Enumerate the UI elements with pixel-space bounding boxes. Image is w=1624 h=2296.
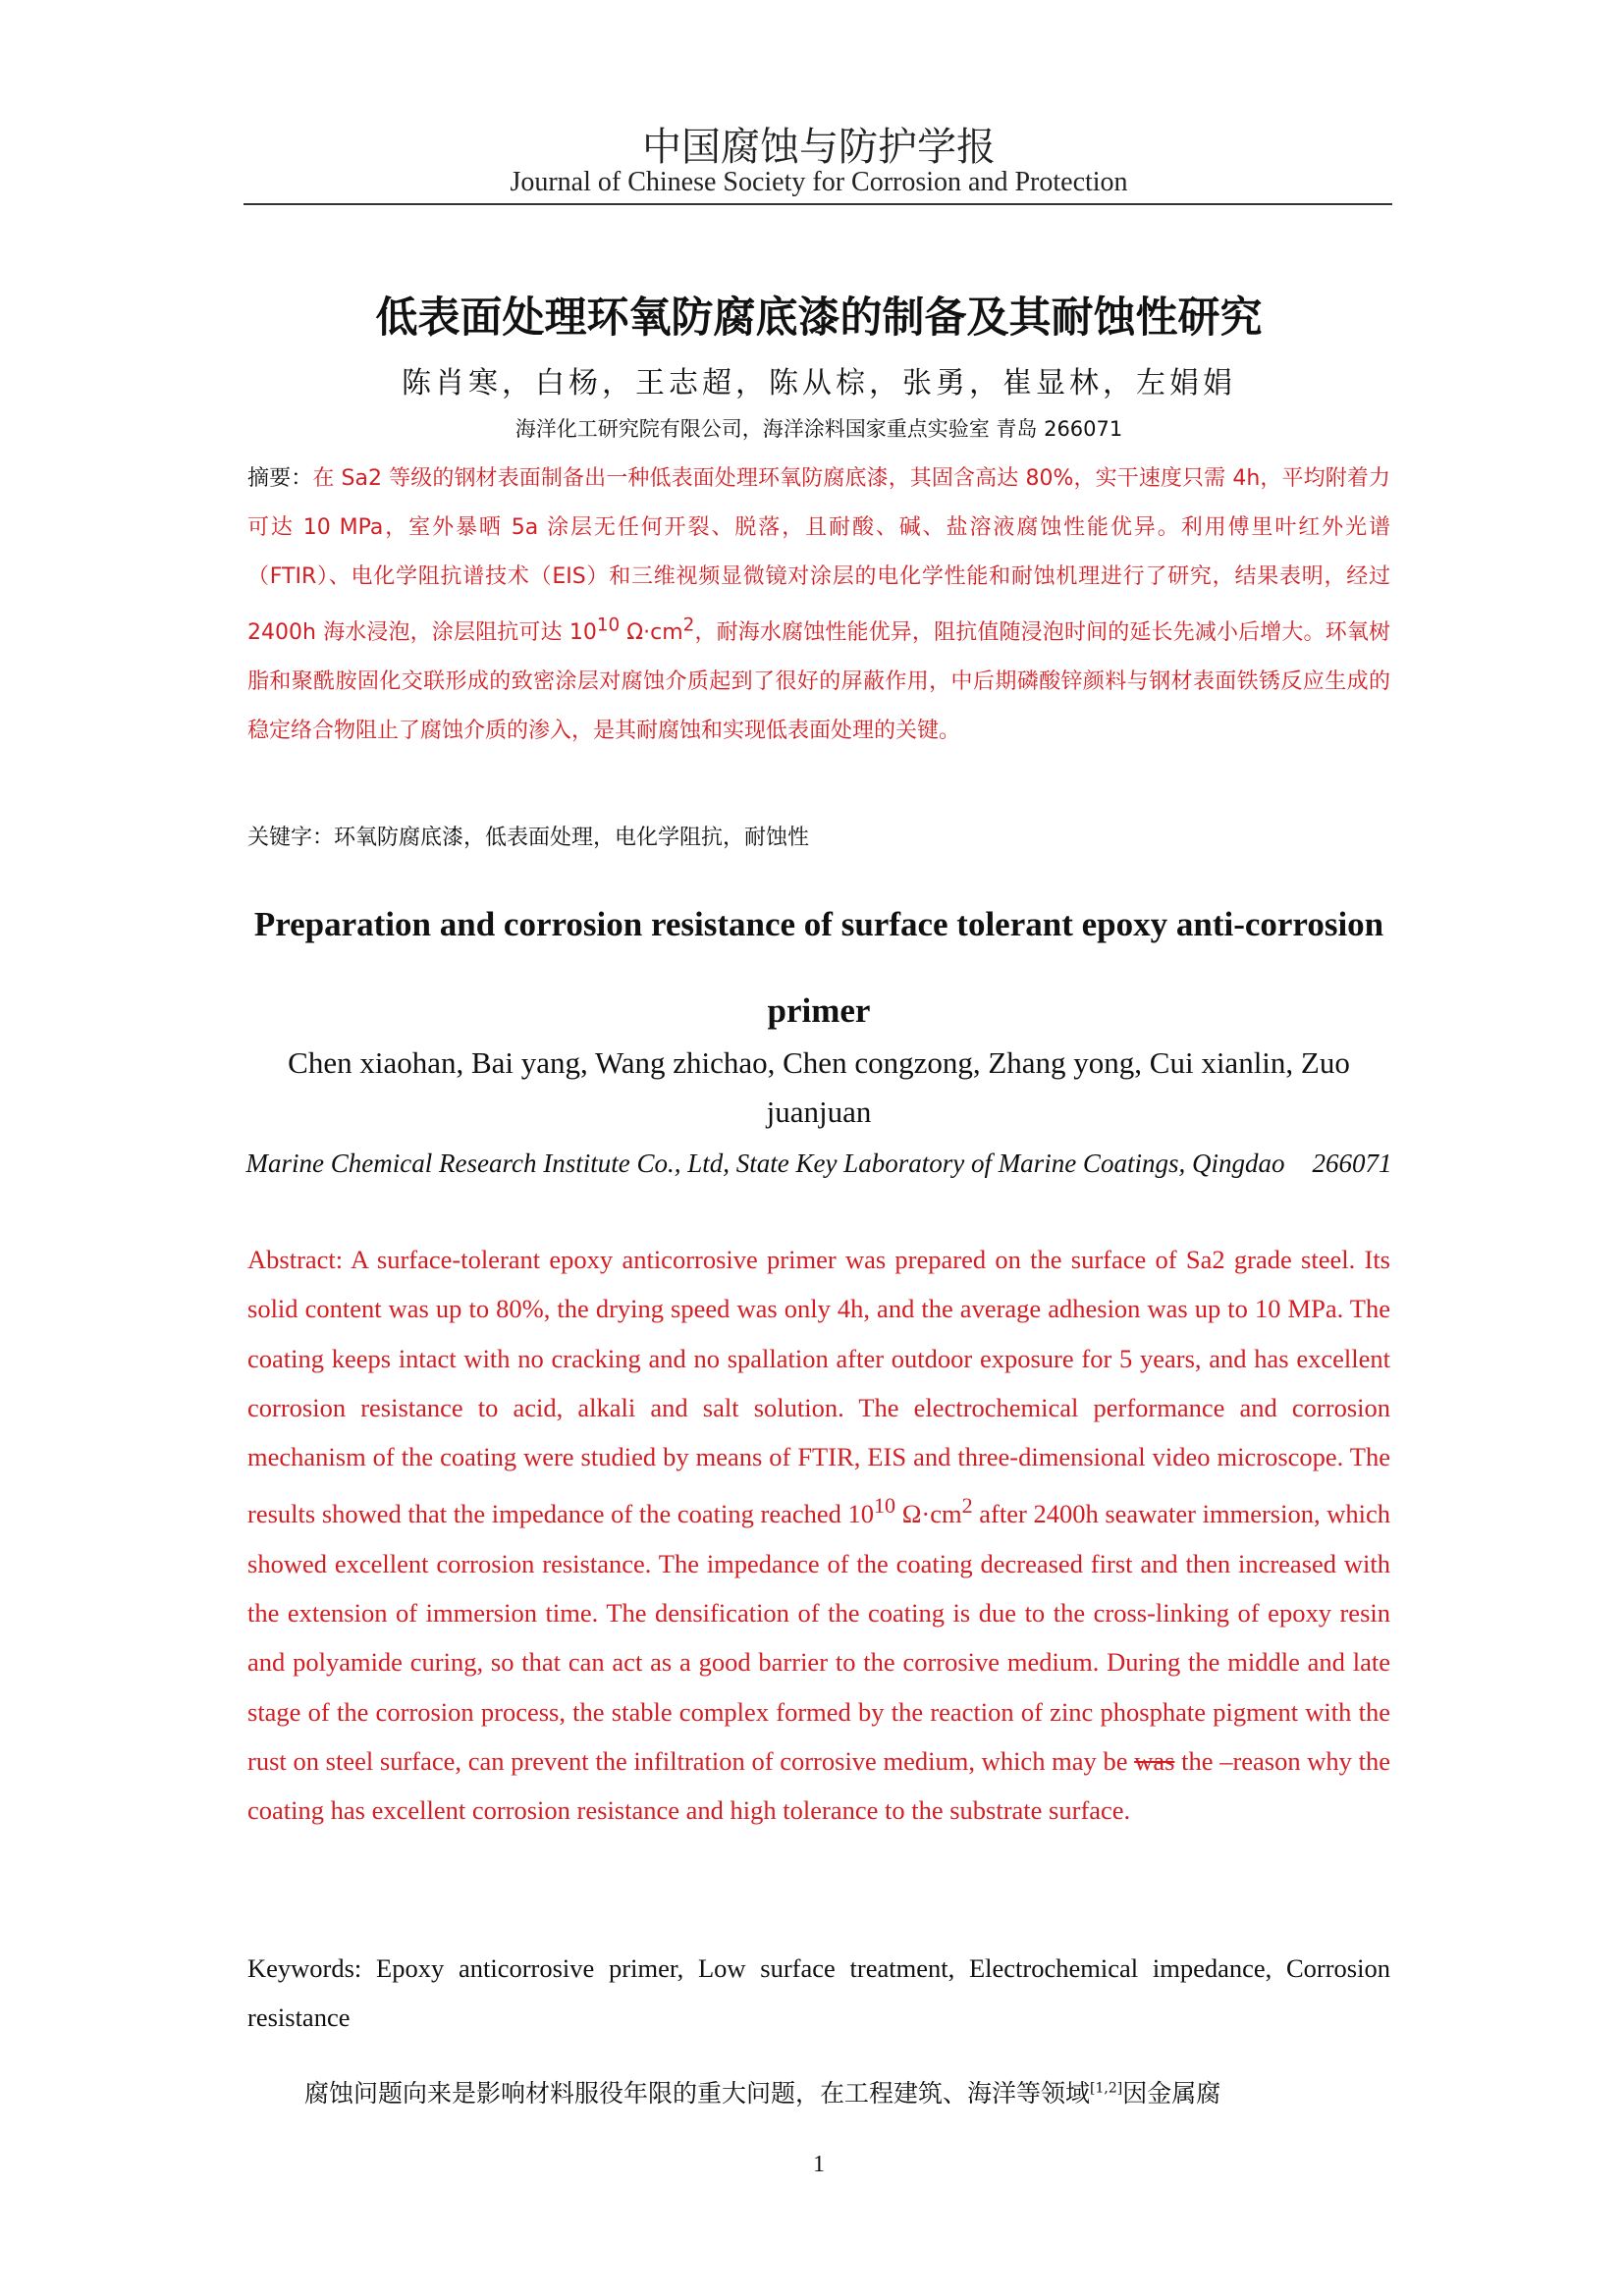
affiliation-cn: 海洋化工研究院有限公司，海洋涂料国家重点实验室 青岛 266071 bbox=[514, 417, 1123, 441]
authors-cn: 陈肖寒，白杨，王志超，陈从棕，张勇，崔显林，左娟娟 bbox=[402, 366, 1236, 400]
journal-title-cn: 中国腐蚀与防护学报 bbox=[642, 125, 996, 170]
header-rule bbox=[244, 203, 1392, 205]
paper-title-cn: 低表面处理环氧防腐底漆的制备及其耐蚀性研究 bbox=[375, 294, 1263, 343]
abstract-en: Abstract: A surface-tolerant epoxy anticorrosive primer was prepared on the surface of Sa2 grade steel. Its solid content was up to 80%, the drying speed was only 4h, and the average adhesion was up to 10 MPa. The coating keeps intact with no cracking and no spallation after outdoor exposure for 5 years, and has excellent corrosion resistance to acid, alkali and salt solution. The electrochemical performance and corrosion mechanism of the coating were studied by means of FTIR, EIS and three-dimensional video microscope. The results showed that the impedance of the coating reached $10^{10}$ $\Omega\cdot cm^2$ after 2400h seawater immersion, which showed excellent corrosion resistance. The impedance of the coating decreased first and then increased with the extension of immersion time. The densification of the coating is due to the cross-linking of epoxy resin and polyamide curing, so that can act as a good barrier to the corrosive medium. During the middle and late stage of the corrosion process, the stable complex formed by the reaction of zinc phosphate pigment with the rust on steel surface, can prevent the infiltration of corrosive medium, which may be was the –reason why the coating has excellent corrosion resistance and high tolerance to the substrate surface. bbox=[247, 1245, 1391, 1826]
abstract-cn-text: 在 Sa2 等级的钢材表面制备出一种低表面处理环氧防腐底漆，其固含高达 80%，实干速度只需 4h，平均附着力可达 10 MPa，室外暴晒 5a 涂层无任何开裂、脱落，且耐酸、碱、盐溶液腐蚀性能优异。利用傅里叶红外光谱（FTIR）、电化学阻抗谱技术（EIS）和三维视频显微镜对涂层的电化学性能和耐蚀机理进行了研究，结果表明，经过 2400h 海水浸泡，涂层阻抗可达 $10^{10}$ $\Omega\cdot cm^2$，耐海水腐蚀性能优异，阻抗值随浸泡时间的延长先减小后增大。环氧树脂和聚酰胺固化交联形成的致密涂层对腐蚀介质起到了很好的屏蔽作用，中后期磷酸锌颜料与钢材表面铁锈反应生成的稳定络合物阻止了腐蚀介质的渗入，是其耐腐蚀和实现低表面处理的关键。 bbox=[247, 466, 1390, 744]
page-number: 1 bbox=[813, 2152, 825, 2177]
authors-en: Chen xiaohan, Bai yang, Wang zhichao, Chen congzong, Zhang yong, Cui xianlin, Zuo juanjuan bbox=[288, 1045, 1350, 1129]
abstract-cn-label: 摘要： bbox=[247, 466, 313, 491]
keywords-en: Keywords: Epoxy anticorrosive primer, Low surface treatment, Electrochemical impedance, Corrosion resistance bbox=[247, 1953, 1390, 2032]
body-text-cn: 腐蚀问题向来是影响材料服役年限的重大问题，在工程建筑、海洋等领域[1,2]因金属腐 bbox=[304, 2079, 1221, 2108]
keywords-cn: 关键字：环氧防腐底漆，低表面处理，电化学阻抗，耐蚀性 bbox=[247, 826, 810, 850]
journal-title-en: Journal of Chinese Society for Corrosion and Protection bbox=[510, 167, 1128, 197]
abstract-cn bbox=[247, 454, 1390, 756]
affiliation-en: Marine Chemical Research Institute Co., Ltd, State Key Laboratory of Marine Coatings, Qingdao 266071 bbox=[245, 1148, 1392, 1178]
paper-title-en: Preparation and corrosion resistance of surface tolerant epoxy anti-corrosion primer bbox=[253, 905, 1384, 1030]
citation-ref: [1,2] bbox=[1090, 2080, 1123, 2097]
deleted-word: was bbox=[1134, 1745, 1175, 1776]
